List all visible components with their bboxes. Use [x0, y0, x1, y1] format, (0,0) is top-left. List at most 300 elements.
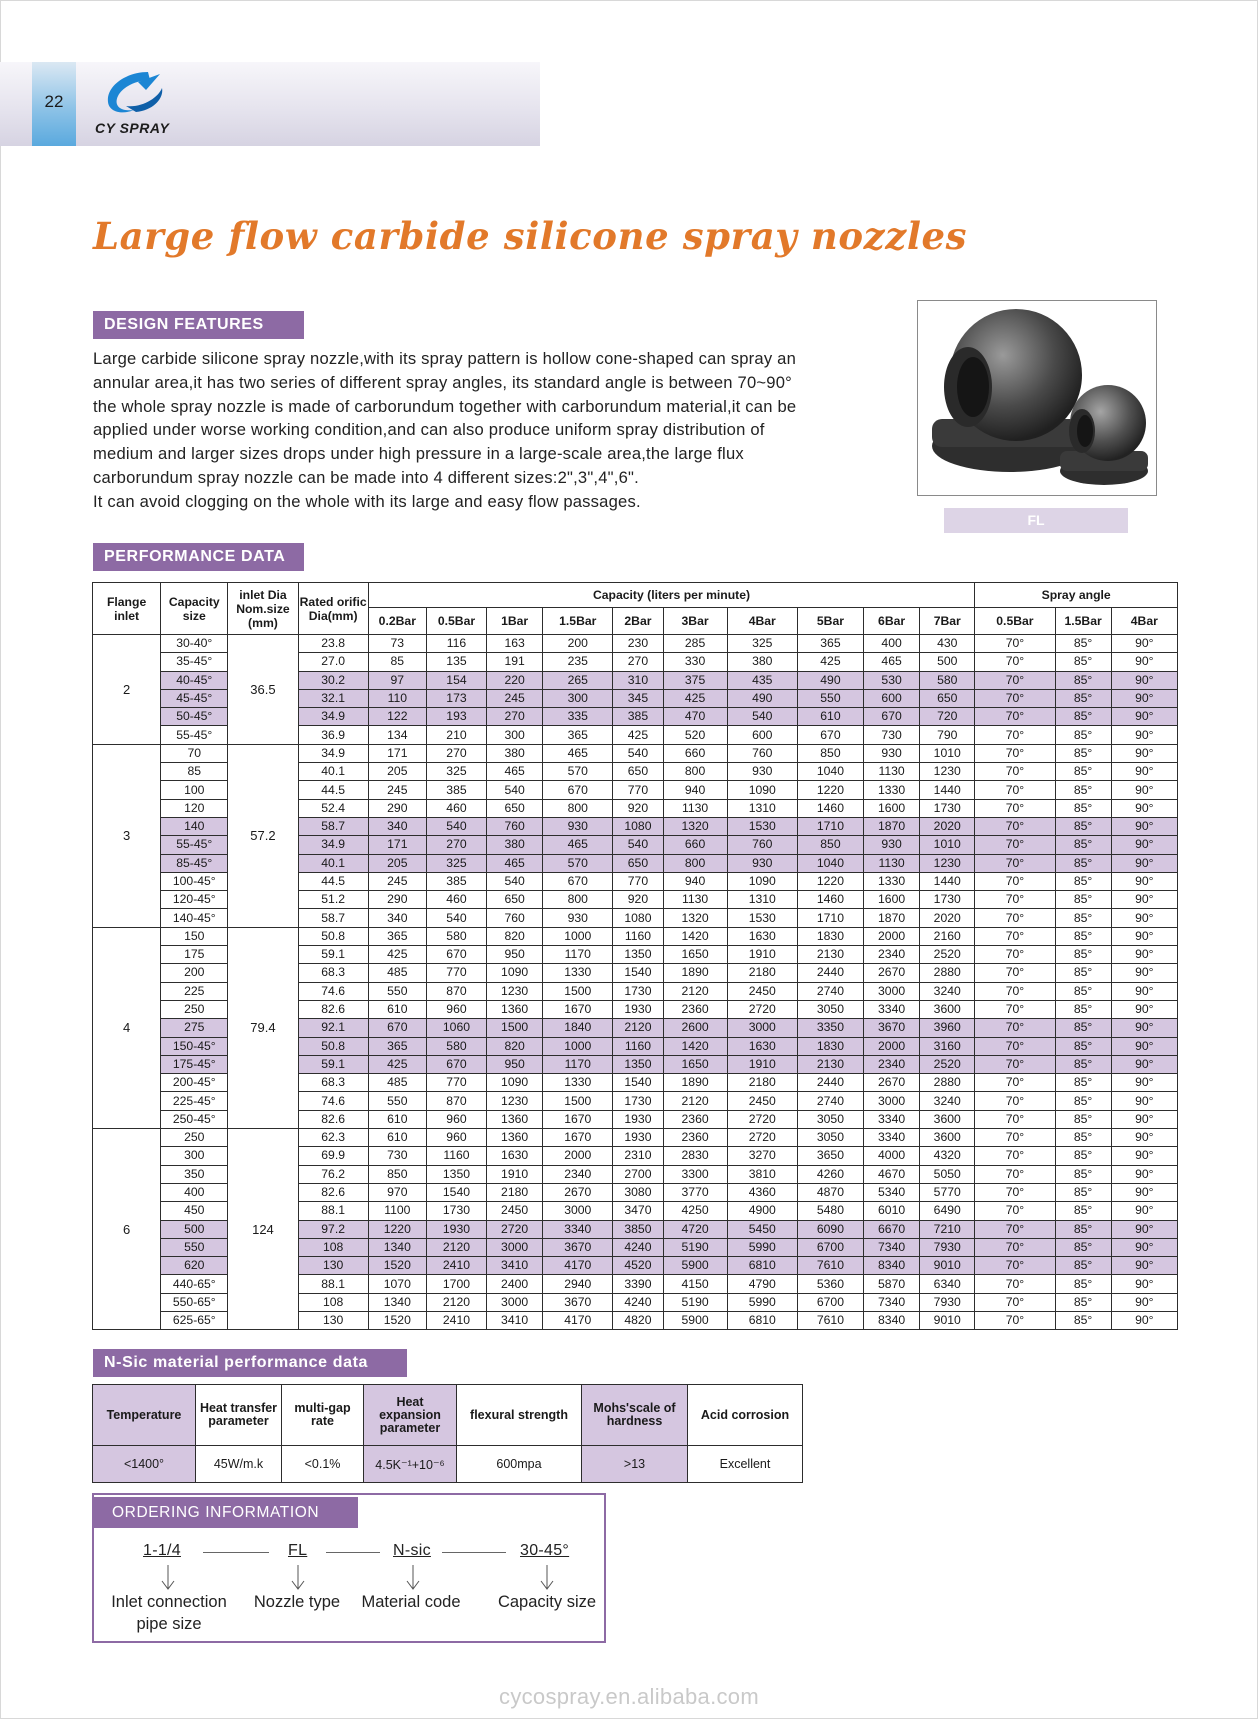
- capacity-size-cell: 275: [161, 1019, 228, 1037]
- capacity-cell: 1600: [864, 799, 920, 817]
- spray-angle-cell: 85°: [1055, 1110, 1111, 1128]
- orifice-dia-cell: 34.9: [298, 708, 368, 726]
- capacity-cell: 435: [727, 671, 797, 689]
- capacity-size-cell: 400: [161, 1183, 228, 1201]
- orifice-dia-cell: 130: [298, 1257, 368, 1275]
- orifice-dia-cell: 52.4: [298, 799, 368, 817]
- capacity-cell: 1670: [543, 1129, 613, 1147]
- order-connector: [203, 1552, 269, 1553]
- capacity-cell: 2670: [864, 1074, 920, 1092]
- capacity-cell: 1040: [797, 854, 863, 872]
- orifice-dia-cell: 58.7: [298, 909, 368, 927]
- capacity-cell: 2670: [864, 964, 920, 982]
- capacity-cell: 380: [487, 836, 543, 854]
- spray-angle-cell: 90°: [1111, 1092, 1177, 1110]
- spray-angle-cell: 70°: [975, 781, 1055, 799]
- capacity-cell: 6490: [920, 1202, 975, 1220]
- brand-name: CY SPRAY: [95, 120, 170, 136]
- capacity-cell: 2310: [613, 1147, 663, 1165]
- capacity-cell: 760: [727, 836, 797, 854]
- capacity-cell: 2450: [487, 1202, 543, 1220]
- spray-angle-cell: 70°: [975, 1074, 1055, 1092]
- capacity-cell: 3000: [864, 982, 920, 1000]
- spray-angle-cell: 90°: [1111, 1183, 1177, 1201]
- capacity-cell: 550: [368, 1092, 426, 1110]
- orifice-dia-cell: 68.3: [298, 964, 368, 982]
- capacity-cell: 550: [797, 689, 863, 707]
- orifice-dia-cell: 36.9: [298, 726, 368, 744]
- spray-angle-cell: 90°: [1111, 726, 1177, 744]
- spray-angle-cell: 70°: [975, 1019, 1055, 1037]
- order-connector: [326, 1552, 380, 1553]
- capacity-cell: 2000: [864, 1037, 920, 1055]
- capacity-cell: 2410: [426, 1311, 486, 1329]
- spray-angle-cell: 85°: [1055, 671, 1111, 689]
- spray-angle-cell: 85°: [1055, 1019, 1111, 1037]
- spray-angle-cell: 70°: [975, 671, 1055, 689]
- spray-angle-cell: 85°: [1055, 1275, 1111, 1293]
- header-pressure: 4Bar: [727, 608, 797, 635]
- spray-angle-cell: 85°: [1055, 799, 1111, 817]
- capacity-cell: 2400: [487, 1275, 543, 1293]
- capacity-cell: 570: [543, 854, 613, 872]
- spray-angle-cell: 70°: [975, 1220, 1055, 1238]
- capacity-cell: 365: [797, 635, 863, 653]
- description-line: annular area,it has two series of different spray angles, its standard angle is between 70~90°: [93, 372, 792, 392]
- capacity-cell: 1910: [487, 1165, 543, 1183]
- capacity-cell: 2720: [727, 1129, 797, 1147]
- capacity-cell: 1730: [920, 891, 975, 909]
- capacity-size-cell: 625-65°: [161, 1311, 228, 1329]
- photo-caption: FL: [944, 508, 1128, 533]
- orifice-dia-cell: 59.1: [298, 1055, 368, 1073]
- capacity-cell: 1730: [613, 982, 663, 1000]
- capacity-cell: 7340: [864, 1238, 920, 1256]
- nozzle-photo: [917, 300, 1157, 496]
- spray-angle-cell: 90°: [1111, 1275, 1177, 1293]
- spray-angle-cell: 85°: [1055, 964, 1111, 982]
- capacity-cell: 3470: [613, 1202, 663, 1220]
- orifice-dia-cell: 68.3: [298, 1074, 368, 1092]
- spray-angle-cell: 85°: [1055, 891, 1111, 909]
- cy-spray-logo-icon: [96, 68, 176, 120]
- capacity-size-cell: 100-45°: [161, 872, 228, 890]
- capacity-cell: 5870: [864, 1275, 920, 1293]
- capacity-cell: 1170: [543, 1055, 613, 1073]
- spray-angle-cell: 85°: [1055, 763, 1111, 781]
- spray-angle-cell: 85°: [1055, 1293, 1111, 1311]
- spray-angle-cell: 70°: [975, 946, 1055, 964]
- capacity-cell: 270: [613, 653, 663, 671]
- capacity-cell: 2720: [487, 1220, 543, 1238]
- orifice-dia-cell: 108: [298, 1238, 368, 1256]
- capacity-cell: 1700: [426, 1275, 486, 1293]
- capacity-cell: 460: [426, 891, 486, 909]
- capacity-cell: 1320: [663, 817, 727, 835]
- spray-angle-cell: 70°: [975, 689, 1055, 707]
- arrow-down-icon: [540, 1565, 554, 1591]
- capacity-cell: 3670: [543, 1293, 613, 1311]
- capacity-cell: 191: [487, 653, 543, 671]
- capacity-cell: 3600: [920, 1000, 975, 1018]
- spray-angle-cell: 85°: [1055, 1147, 1111, 1165]
- capacity-cell: 3240: [920, 1092, 975, 1110]
- capacity-cell: 800: [543, 799, 613, 817]
- orifice-dia-cell: 88.1: [298, 1202, 368, 1220]
- spray-angle-cell: 85°: [1055, 854, 1111, 872]
- description-line: applied under worse working condition,and can also produce uniform spray distribution of: [93, 420, 765, 440]
- header-angle-pressure: 4Bar: [1111, 608, 1177, 635]
- spray-angle-cell: 90°: [1111, 1238, 1177, 1256]
- capacity-cell: 940: [663, 781, 727, 799]
- capacity-cell: 3770: [663, 1183, 727, 1201]
- performance-table: [92, 582, 1178, 1330]
- header-angle-pressure: 1.5Bar: [1055, 608, 1111, 635]
- capacity-cell: 110: [368, 689, 426, 707]
- capacity-cell: 1830: [797, 1037, 863, 1055]
- capacity-cell: 285: [663, 635, 727, 653]
- spray-angle-cell: 90°: [1111, 927, 1177, 945]
- page-title: Large flow carbide silicone spray nozzles: [93, 214, 968, 258]
- ordering-heading: ORDERING INFORMATION: [94, 1497, 358, 1528]
- capacity-cell: 9010: [920, 1311, 975, 1329]
- order-code-capacity: 30-45°: [520, 1542, 570, 1559]
- capacity-cell: 1870: [864, 817, 920, 835]
- capacity-cell: 465: [487, 763, 543, 781]
- capacity-cell: 540: [487, 781, 543, 799]
- capacity-cell: 1710: [797, 817, 863, 835]
- capacity-cell: 600: [727, 726, 797, 744]
- capacity-cell: 5340: [864, 1183, 920, 1201]
- table-row: [93, 1129, 1178, 1147]
- header-pressure: 7Bar: [920, 608, 975, 635]
- capacity-cell: 1870: [864, 909, 920, 927]
- orifice-dia-cell: 58.7: [298, 817, 368, 835]
- capacity-cell: 670: [543, 781, 613, 799]
- capacity-cell: 7340: [864, 1293, 920, 1311]
- spray-angle-cell: 70°: [975, 872, 1055, 890]
- spray-angle-cell: 90°: [1111, 817, 1177, 835]
- capacity-size-cell: 85-45°: [161, 854, 228, 872]
- material-table: [92, 1384, 803, 1483]
- spray-angle-cell: 85°: [1055, 635, 1111, 653]
- header-pressure: 0.2Bar: [368, 608, 426, 635]
- capacity-cell: 4240: [613, 1293, 663, 1311]
- capacity-cell: 730: [368, 1147, 426, 1165]
- capacity-cell: 800: [663, 763, 727, 781]
- capacity-cell: 2120: [613, 1019, 663, 1037]
- capacity-cell: 2450: [727, 982, 797, 1000]
- material-header: Acid corrosion: [688, 1385, 803, 1446]
- capacity-cell: 3600: [920, 1129, 975, 1147]
- orifice-dia-cell: 88.1: [298, 1275, 368, 1293]
- spray-angle-cell: 90°: [1111, 1257, 1177, 1275]
- capacity-cell: 650: [613, 854, 663, 872]
- capacity-size-cell: 70: [161, 744, 228, 762]
- capacity-cell: 8340: [864, 1311, 920, 1329]
- spray-angle-cell: 85°: [1055, 872, 1111, 890]
- capacity-cell: 1540: [426, 1183, 486, 1201]
- order-label-inlet: Inlet connection pipe size: [111, 1593, 227, 1633]
- material-value: 600mpa: [457, 1446, 582, 1483]
- capacity-cell: 1520: [368, 1311, 426, 1329]
- order-label-material: Material code: [361, 1593, 461, 1611]
- capacity-cell: 5770: [920, 1183, 975, 1201]
- capacity-cell: 920: [613, 891, 663, 909]
- capacity-cell: 1310: [727, 799, 797, 817]
- orifice-dia-cell: 108: [298, 1293, 368, 1311]
- capacity-cell: 460: [426, 799, 486, 817]
- capacity-cell: 550: [368, 982, 426, 1000]
- capacity-cell: 2120: [426, 1293, 486, 1311]
- capacity-cell: 920: [613, 799, 663, 817]
- capacity-cell: 1360: [487, 1129, 543, 1147]
- capacity-cell: 850: [797, 744, 863, 762]
- capacity-cell: 2520: [920, 946, 975, 964]
- capacity-cell: 1160: [613, 927, 663, 945]
- capacity-cell: 210: [426, 726, 486, 744]
- capacity-cell: 1060: [426, 1019, 486, 1037]
- capacity-cell: 3850: [613, 1220, 663, 1238]
- capacity-cell: 800: [663, 854, 727, 872]
- spray-angle-cell: 90°: [1111, 671, 1177, 689]
- capacity-size-cell: 50-45°: [161, 708, 228, 726]
- description-line: the whole spray nozzle is made of carborundum together with carborundum material,it can be: [93, 396, 797, 416]
- capacity-cell: 1540: [613, 1074, 663, 1092]
- capacity-size-cell: 620: [161, 1257, 228, 1275]
- capacity-cell: 380: [727, 653, 797, 671]
- capacity-cell: 1330: [543, 1074, 613, 1092]
- capacity-size-cell: 250: [161, 1129, 228, 1147]
- material-header: Mohs'scale of hardness: [582, 1385, 688, 1446]
- spray-angle-cell: 85°: [1055, 689, 1111, 707]
- capacity-cell: 6700: [797, 1238, 863, 1256]
- orifice-dia-cell: 74.6: [298, 982, 368, 1000]
- capacity-cell: 650: [920, 689, 975, 707]
- capacity-cell: 385: [426, 781, 486, 799]
- capacity-cell: 4820: [613, 1311, 663, 1329]
- capacity-cell: 6810: [727, 1257, 797, 1275]
- spray-angle-cell: 90°: [1111, 854, 1177, 872]
- capacity-cell: 1090: [487, 964, 543, 982]
- table-row: [93, 635, 1178, 653]
- capacity-cell: 960: [426, 1129, 486, 1147]
- orifice-dia-cell: 76.2: [298, 1165, 368, 1183]
- orifice-dia-cell: 40.1: [298, 763, 368, 781]
- capacity-cell: 2410: [426, 1257, 486, 1275]
- flange-inlet-cell: 2: [93, 635, 161, 745]
- capacity-cell: 4720: [663, 1220, 727, 1238]
- orifice-dia-cell: 97.2: [298, 1220, 368, 1238]
- capacity-cell: 580: [426, 1037, 486, 1055]
- capacity-cell: 290: [368, 891, 426, 909]
- capacity-cell: 4790: [727, 1275, 797, 1293]
- capacity-cell: 930: [864, 744, 920, 762]
- capacity-cell: 1100: [368, 1202, 426, 1220]
- capacity-cell: 660: [663, 836, 727, 854]
- spray-angle-cell: 85°: [1055, 982, 1111, 1000]
- capacity-cell: 3340: [864, 1110, 920, 1128]
- capacity-size-cell: 140: [161, 817, 228, 835]
- capacity-cell: 85: [368, 653, 426, 671]
- capacity-cell: 1890: [663, 964, 727, 982]
- design-description: [93, 347, 883, 514]
- capacity-cell: 365: [368, 927, 426, 945]
- capacity-size-cell: 440-65°: [161, 1275, 228, 1293]
- spray-angle-cell: 85°: [1055, 1311, 1111, 1329]
- capacity-cell: 7210: [920, 1220, 975, 1238]
- capacity-cell: 670: [864, 708, 920, 726]
- capacity-cell: 1650: [663, 1055, 727, 1073]
- material-header: Heat transfer parameter: [196, 1385, 282, 1446]
- capacity-cell: 1160: [426, 1147, 486, 1165]
- material-value: 45W/m.k: [196, 1446, 282, 1483]
- capacity-cell: 3600: [920, 1110, 975, 1128]
- spray-angle-cell: 85°: [1055, 1000, 1111, 1018]
- flange-inlet-cell: 4: [93, 927, 161, 1128]
- spray-angle-cell: 85°: [1055, 1055, 1111, 1073]
- spray-angle-cell: 70°: [975, 1275, 1055, 1293]
- spray-angle-cell: 85°: [1055, 1202, 1111, 1220]
- capacity-cell: 2180: [487, 1183, 543, 1201]
- capacity-cell: 2340: [864, 1055, 920, 1073]
- header-pressure: 0.5Bar: [426, 608, 486, 635]
- spray-angle-cell: 90°: [1111, 1037, 1177, 1055]
- capacity-cell: 3650: [797, 1147, 863, 1165]
- capacity-cell: 2360: [663, 1110, 727, 1128]
- capacity-cell: 1220: [368, 1220, 426, 1238]
- capacity-cell: 400: [864, 635, 920, 653]
- capacity-cell: 1730: [426, 1202, 486, 1220]
- capacity-cell: 193: [426, 708, 486, 726]
- capacity-size-cell: 550-65°: [161, 1293, 228, 1311]
- capacity-cell: 375: [663, 671, 727, 689]
- spray-angle-cell: 90°: [1111, 1165, 1177, 1183]
- capacity-cell: 1630: [727, 927, 797, 945]
- capacity-cell: 97: [368, 671, 426, 689]
- capacity-cell: 1360: [487, 1110, 543, 1128]
- spray-angle-cell: 85°: [1055, 708, 1111, 726]
- capacity-cell: 3050: [797, 1129, 863, 1147]
- spray-angle-cell: 85°: [1055, 1257, 1111, 1275]
- capacity-cell: 3160: [920, 1037, 975, 1055]
- capacity-cell: 530: [864, 671, 920, 689]
- capacity-cell: 2720: [727, 1110, 797, 1128]
- spray-angle-cell: 90°: [1111, 708, 1177, 726]
- capacity-cell: 2880: [920, 1074, 975, 1092]
- capacity-cell: 1010: [920, 744, 975, 762]
- capacity-size-cell: 200: [161, 964, 228, 982]
- header-pressure: 2Bar: [613, 608, 663, 635]
- spray-angle-cell: 90°: [1111, 635, 1177, 653]
- capacity-cell: 1360: [487, 1000, 543, 1018]
- capacity-cell: 1230: [487, 1092, 543, 1110]
- capacity-cell: 1040: [797, 763, 863, 781]
- capacity-cell: 171: [368, 744, 426, 762]
- capacity-cell: 220: [487, 671, 543, 689]
- inlet-dia-cell: 79.4: [228, 927, 298, 1128]
- capacity-cell: 1840: [543, 1019, 613, 1037]
- spray-angle-cell: 85°: [1055, 1238, 1111, 1256]
- capacity-size-cell: 500: [161, 1220, 228, 1238]
- capacity-cell: 5360: [797, 1275, 863, 1293]
- capacity-cell: 9010: [920, 1257, 975, 1275]
- spray-angle-cell: 70°: [975, 1000, 1055, 1018]
- spray-angle-cell: 90°: [1111, 1055, 1177, 1073]
- capacity-cell: 1440: [920, 781, 975, 799]
- capacity-cell: 2740: [797, 1092, 863, 1110]
- table-row: [93, 744, 1178, 762]
- capacity-cell: 7610: [797, 1257, 863, 1275]
- spray-angle-cell: 70°: [975, 1147, 1055, 1165]
- material-value: Excellent: [688, 1446, 803, 1483]
- capacity-size-cell: 150-45°: [161, 1037, 228, 1055]
- capacity-cell: 1930: [613, 1000, 663, 1018]
- spray-angle-cell: 70°: [975, 635, 1055, 653]
- capacity-cell: 1330: [543, 964, 613, 982]
- spray-angle-cell: 85°: [1055, 946, 1111, 964]
- spray-angle-cell: 90°: [1111, 799, 1177, 817]
- capacity-cell: 425: [368, 1055, 426, 1073]
- capacity-cell: 1130: [663, 799, 727, 817]
- capacity-size-cell: 120-45°: [161, 891, 228, 909]
- capacity-cell: 5190: [663, 1238, 727, 1256]
- capacity-cell: 205: [368, 763, 426, 781]
- spray-angle-cell: 70°: [975, 1129, 1055, 1147]
- capacity-cell: 650: [613, 763, 663, 781]
- capacity-cell: 1830: [797, 927, 863, 945]
- capacity-cell: 760: [487, 909, 543, 927]
- capacity-cell: 870: [426, 1092, 486, 1110]
- capacity-cell: 6810: [727, 1311, 797, 1329]
- description-line: medium and larger sizes drops under high pressure in a large-scale area,the large flux: [93, 444, 744, 464]
- capacity-cell: 580: [920, 671, 975, 689]
- capacity-cell: 73: [368, 635, 426, 653]
- spray-angle-cell: 90°: [1111, 1147, 1177, 1165]
- capacity-cell: 5480: [797, 1202, 863, 1220]
- capacity-size-cell: 45-45°: [161, 689, 228, 707]
- capacity-cell: 3000: [727, 1019, 797, 1037]
- order-label-capacity: Capacity size: [497, 1593, 597, 1611]
- spray-angle-cell: 85°: [1055, 909, 1111, 927]
- header-orifice-dia: Rated orific Dia(mm): [298, 583, 368, 635]
- capacity-cell: 325: [727, 635, 797, 653]
- spray-angle-cell: 90°: [1111, 836, 1177, 854]
- capacity-cell: 2520: [920, 1055, 975, 1073]
- capacity-cell: 245: [487, 689, 543, 707]
- flange-inlet-cell: 3: [93, 744, 161, 927]
- capacity-cell: 1890: [663, 1074, 727, 1092]
- capacity-cell: 930: [727, 854, 797, 872]
- spray-angle-cell: 85°: [1055, 1220, 1111, 1238]
- capacity-cell: 122: [368, 708, 426, 726]
- capacity-cell: 485: [368, 964, 426, 982]
- spray-angle-cell: 70°: [975, 1202, 1055, 1220]
- footer-url: cycospray.en.alibaba.com: [499, 1684, 759, 1709]
- capacity-cell: 1730: [613, 1092, 663, 1110]
- capacity-cell: 1170: [543, 946, 613, 964]
- capacity-cell: 1630: [487, 1147, 543, 1165]
- spray-angle-cell: 85°: [1055, 726, 1111, 744]
- capacity-cell: 3350: [797, 1019, 863, 1037]
- capacity-cell: 230: [613, 635, 663, 653]
- capacity-cell: 7930: [920, 1293, 975, 1311]
- spray-angle-cell: 70°: [975, 1293, 1055, 1311]
- capacity-size-cell: 35-45°: [161, 653, 228, 671]
- capacity-cell: 4670: [864, 1165, 920, 1183]
- capacity-cell: 1080: [613, 817, 663, 835]
- capacity-cell: 1460: [797, 891, 863, 909]
